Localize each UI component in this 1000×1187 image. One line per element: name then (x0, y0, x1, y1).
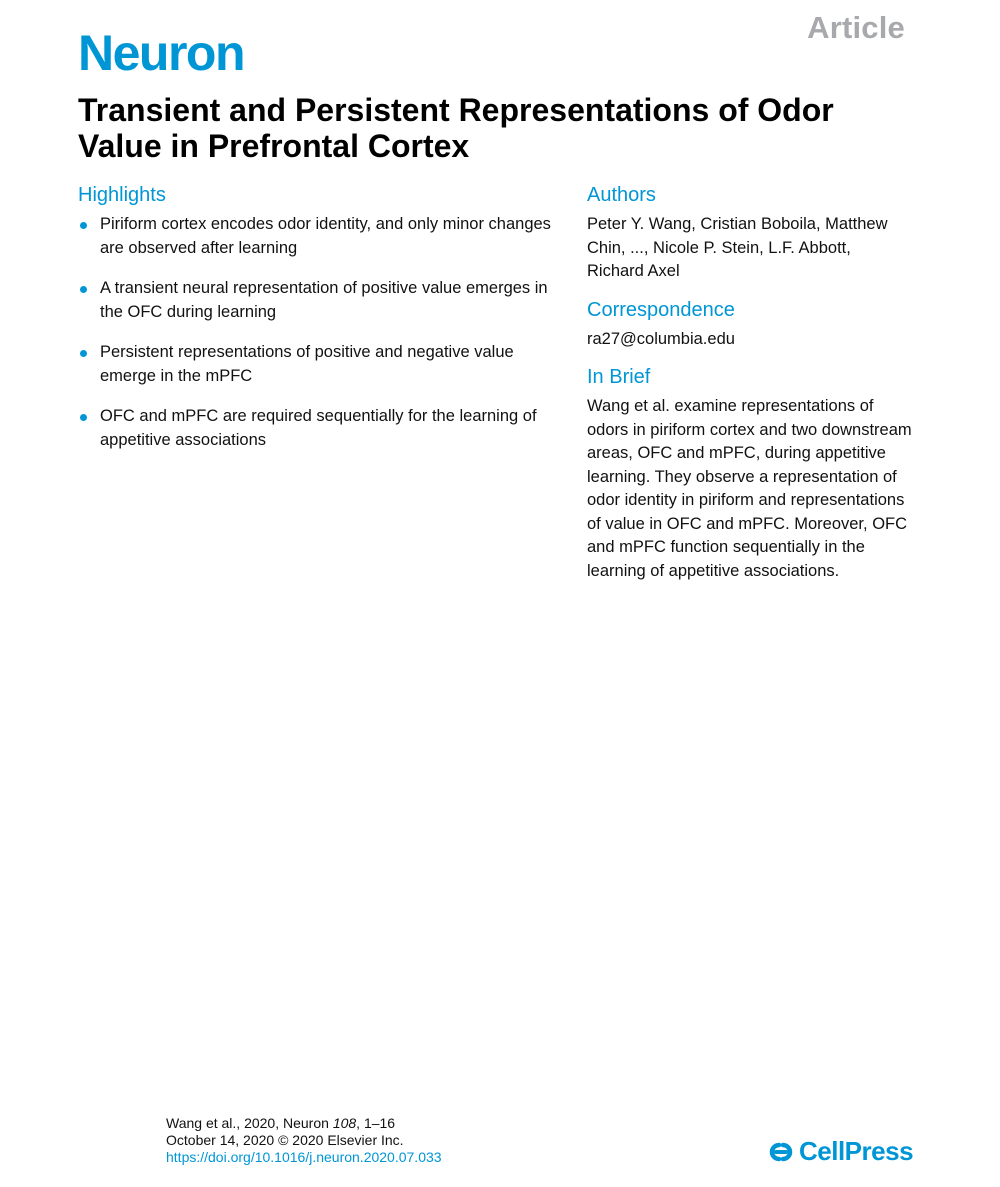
bullet-icon (80, 350, 87, 357)
highlight-item (78, 405, 573, 452)
highlight-text: Persistent representations of positive and negative value emerge in the mPFC (100, 343, 514, 385)
journal-logo: Neuron (78, 25, 244, 81)
citation-line (166, 1115, 442, 1132)
bullet-icon (80, 222, 87, 229)
bullet-icon (80, 414, 87, 421)
correspondence-section (587, 299, 912, 352)
correspondence-heading: Correspondence (587, 298, 735, 321)
citation-prefix: Wang et al., 2020, Neuron (166, 1115, 333, 1131)
citation-pages: , 1–16 (356, 1115, 396, 1131)
citation-volume: 108 (332, 1115, 357, 1131)
authors-heading: Authors (587, 184, 656, 206)
in-brief-text: Wang et al. examine representations of odors in piriform cortex and two downstream areas, OFC and mPFC, during appetitive learning. They observe a representation of odor identity in piriform and representations of value in OFC and mPFC. Moreover, OFC and mPFC function sequentially in the learning of appetitive associations. (587, 397, 912, 580)
summary-column (587, 184, 912, 598)
highlights-section (78, 184, 573, 469)
highlights-heading: Highlights (78, 184, 166, 206)
highlight-item (78, 341, 573, 388)
article-title: Transient and Persistent Representations of Odor Value in Prefrontal Cortex (78, 92, 834, 164)
citation-date: October 14, 2020 © 2020 Elsevier Inc. (166, 1132, 404, 1148)
authors-list: Peter Y. Wang, Cristian Boboila, Matthew Chin, ..., Nicole P. Stein, L.F. Abbott, Richard Axel (587, 215, 888, 280)
authors-section (587, 184, 912, 284)
highlight-text: A transient neural representation of positive value emerges in the OFC during learning (100, 279, 548, 321)
cellpress-wordmark: CellPress (799, 1136, 914, 1166)
highlight-item (78, 213, 573, 260)
in-brief-section (587, 366, 912, 583)
highlights-list (78, 213, 573, 452)
article-type-label: Article (807, 10, 905, 45)
cellpress-icon (766, 1137, 796, 1167)
in-brief-heading: In Brief (587, 366, 651, 388)
citation-block (166, 1115, 442, 1166)
highlight-text: OFC and mPFC are required sequentially for the learning of appetitive associations (100, 407, 537, 449)
doi-link[interactable]: https://doi.org/10.1016/j.neuron.2020.07.033 (166, 1149, 442, 1165)
highlight-item (78, 277, 573, 324)
cellpress-logo (766, 1136, 913, 1167)
bullet-icon (80, 286, 87, 293)
highlight-text: Piriform cortex encodes odor identity, and only minor changes are observed after learning (100, 215, 551, 257)
correspondence-email[interactable]: ra27@columbia.edu (587, 329, 735, 348)
